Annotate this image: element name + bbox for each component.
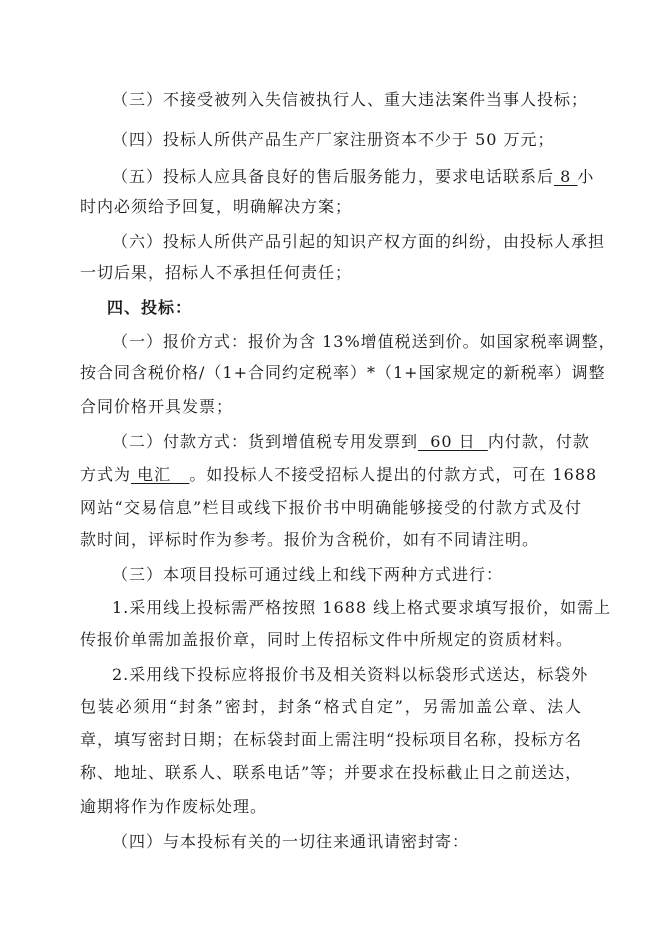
text-line bbox=[80, 729, 582, 751]
text-segment: 小 bbox=[577, 167, 595, 186]
text-line bbox=[80, 762, 582, 784]
text-segment: 章，填写密封日期；在标袋封面上需注明“投标项目名称，投标方名 bbox=[80, 730, 583, 749]
text-line bbox=[112, 431, 590, 453]
text-segment: （二）付款方式：货到增值税专用发票到 bbox=[112, 432, 419, 451]
text-line bbox=[80, 529, 582, 551]
text-segment: 2.采用线下投标应将报价书及相关资料以标袋形式送达，标袋外 bbox=[112, 665, 589, 684]
text-segment: 方式为 bbox=[80, 465, 132, 484]
text-line bbox=[80, 196, 582, 218]
text-segment: 时内必须给予回复，明确解决方案； bbox=[80, 197, 353, 216]
text-segment: 传报价单需加盖报价章，同时上传招标文件中所规定的资质材料。 bbox=[80, 630, 574, 649]
filled-blank: 电汇 bbox=[131, 465, 190, 484]
text-line bbox=[80, 696, 582, 718]
text-line bbox=[112, 597, 612, 619]
text-line bbox=[112, 831, 582, 853]
section-heading bbox=[107, 297, 609, 319]
text-segment: 四、投标： bbox=[107, 298, 193, 317]
filled-blank: 60 日 bbox=[418, 432, 488, 451]
text-segment: 款时间，评标时作为参考。报价为含税价，如有不同请注明。 bbox=[80, 530, 540, 549]
text-segment: 1.采用线上投标需严格按照 1688 线上格式要求填写报价，如需上 bbox=[112, 598, 612, 617]
text-segment: 按合同含税价格/（1+合同约定税率）*（1+国家规定的新税率）调整 bbox=[80, 363, 606, 382]
text-segment: （六）投标人所供产品引起的知识产权方面的纠纷，由投标人承担 bbox=[112, 232, 606, 251]
text-segment: （三）不接受被列入失信被执行人、重大违法案件当事人投标； bbox=[112, 90, 589, 109]
text-line bbox=[112, 129, 582, 151]
text-segment: （四）投标人所供产品生产厂家注册资本不少于 50 万元； bbox=[112, 130, 555, 149]
text-line bbox=[80, 396, 582, 418]
text-segment: 逾期将作为作废标处理。 bbox=[80, 797, 268, 816]
text-segment: 内付款，付款 bbox=[487, 432, 590, 451]
text-segment: 一切后果，招标人不承担任何责任； bbox=[80, 263, 353, 282]
text-segment: 包装必须用“封条”密封，封条“格式自定”，另需加盖公章、法人 bbox=[80, 697, 582, 716]
text-line bbox=[80, 464, 598, 486]
text-line bbox=[80, 262, 582, 284]
text-line bbox=[112, 331, 616, 353]
text-line bbox=[112, 89, 589, 111]
text-line bbox=[80, 796, 582, 818]
text-segment: 合同价格开具发票； bbox=[80, 397, 234, 416]
text-line bbox=[80, 497, 582, 519]
text-line bbox=[80, 629, 582, 651]
text-segment: （四）与本投标有关的一切往来通讯请密封寄： bbox=[112, 832, 470, 851]
text-line bbox=[112, 664, 589, 686]
text-line bbox=[112, 564, 582, 586]
text-line bbox=[80, 362, 606, 384]
text-segment: （五）投标人应具备良好的售后服务能力，要求电话联系后 bbox=[112, 167, 555, 186]
text-segment: （一）报价方式：报价为含 13%增值税送到价。如国家税率调整， bbox=[112, 332, 616, 351]
text-line bbox=[112, 231, 606, 253]
filled-blank: 8 bbox=[554, 167, 578, 186]
text-segment: 。如投标人不接受招标人提出的付款方式，可在 1688 bbox=[189, 465, 598, 484]
text-segment: 称、地址、联系人、联系电话”等；并要求在投标截止日之前送达， bbox=[80, 763, 583, 782]
text-segment: （三）本项目投标可通过线上和线下两种方式进行： bbox=[112, 565, 504, 584]
text-segment: 网站“交易信息”栏目或线下报价书中明确能够接受的付款方式及付 bbox=[80, 498, 582, 517]
text-line bbox=[112, 166, 595, 188]
